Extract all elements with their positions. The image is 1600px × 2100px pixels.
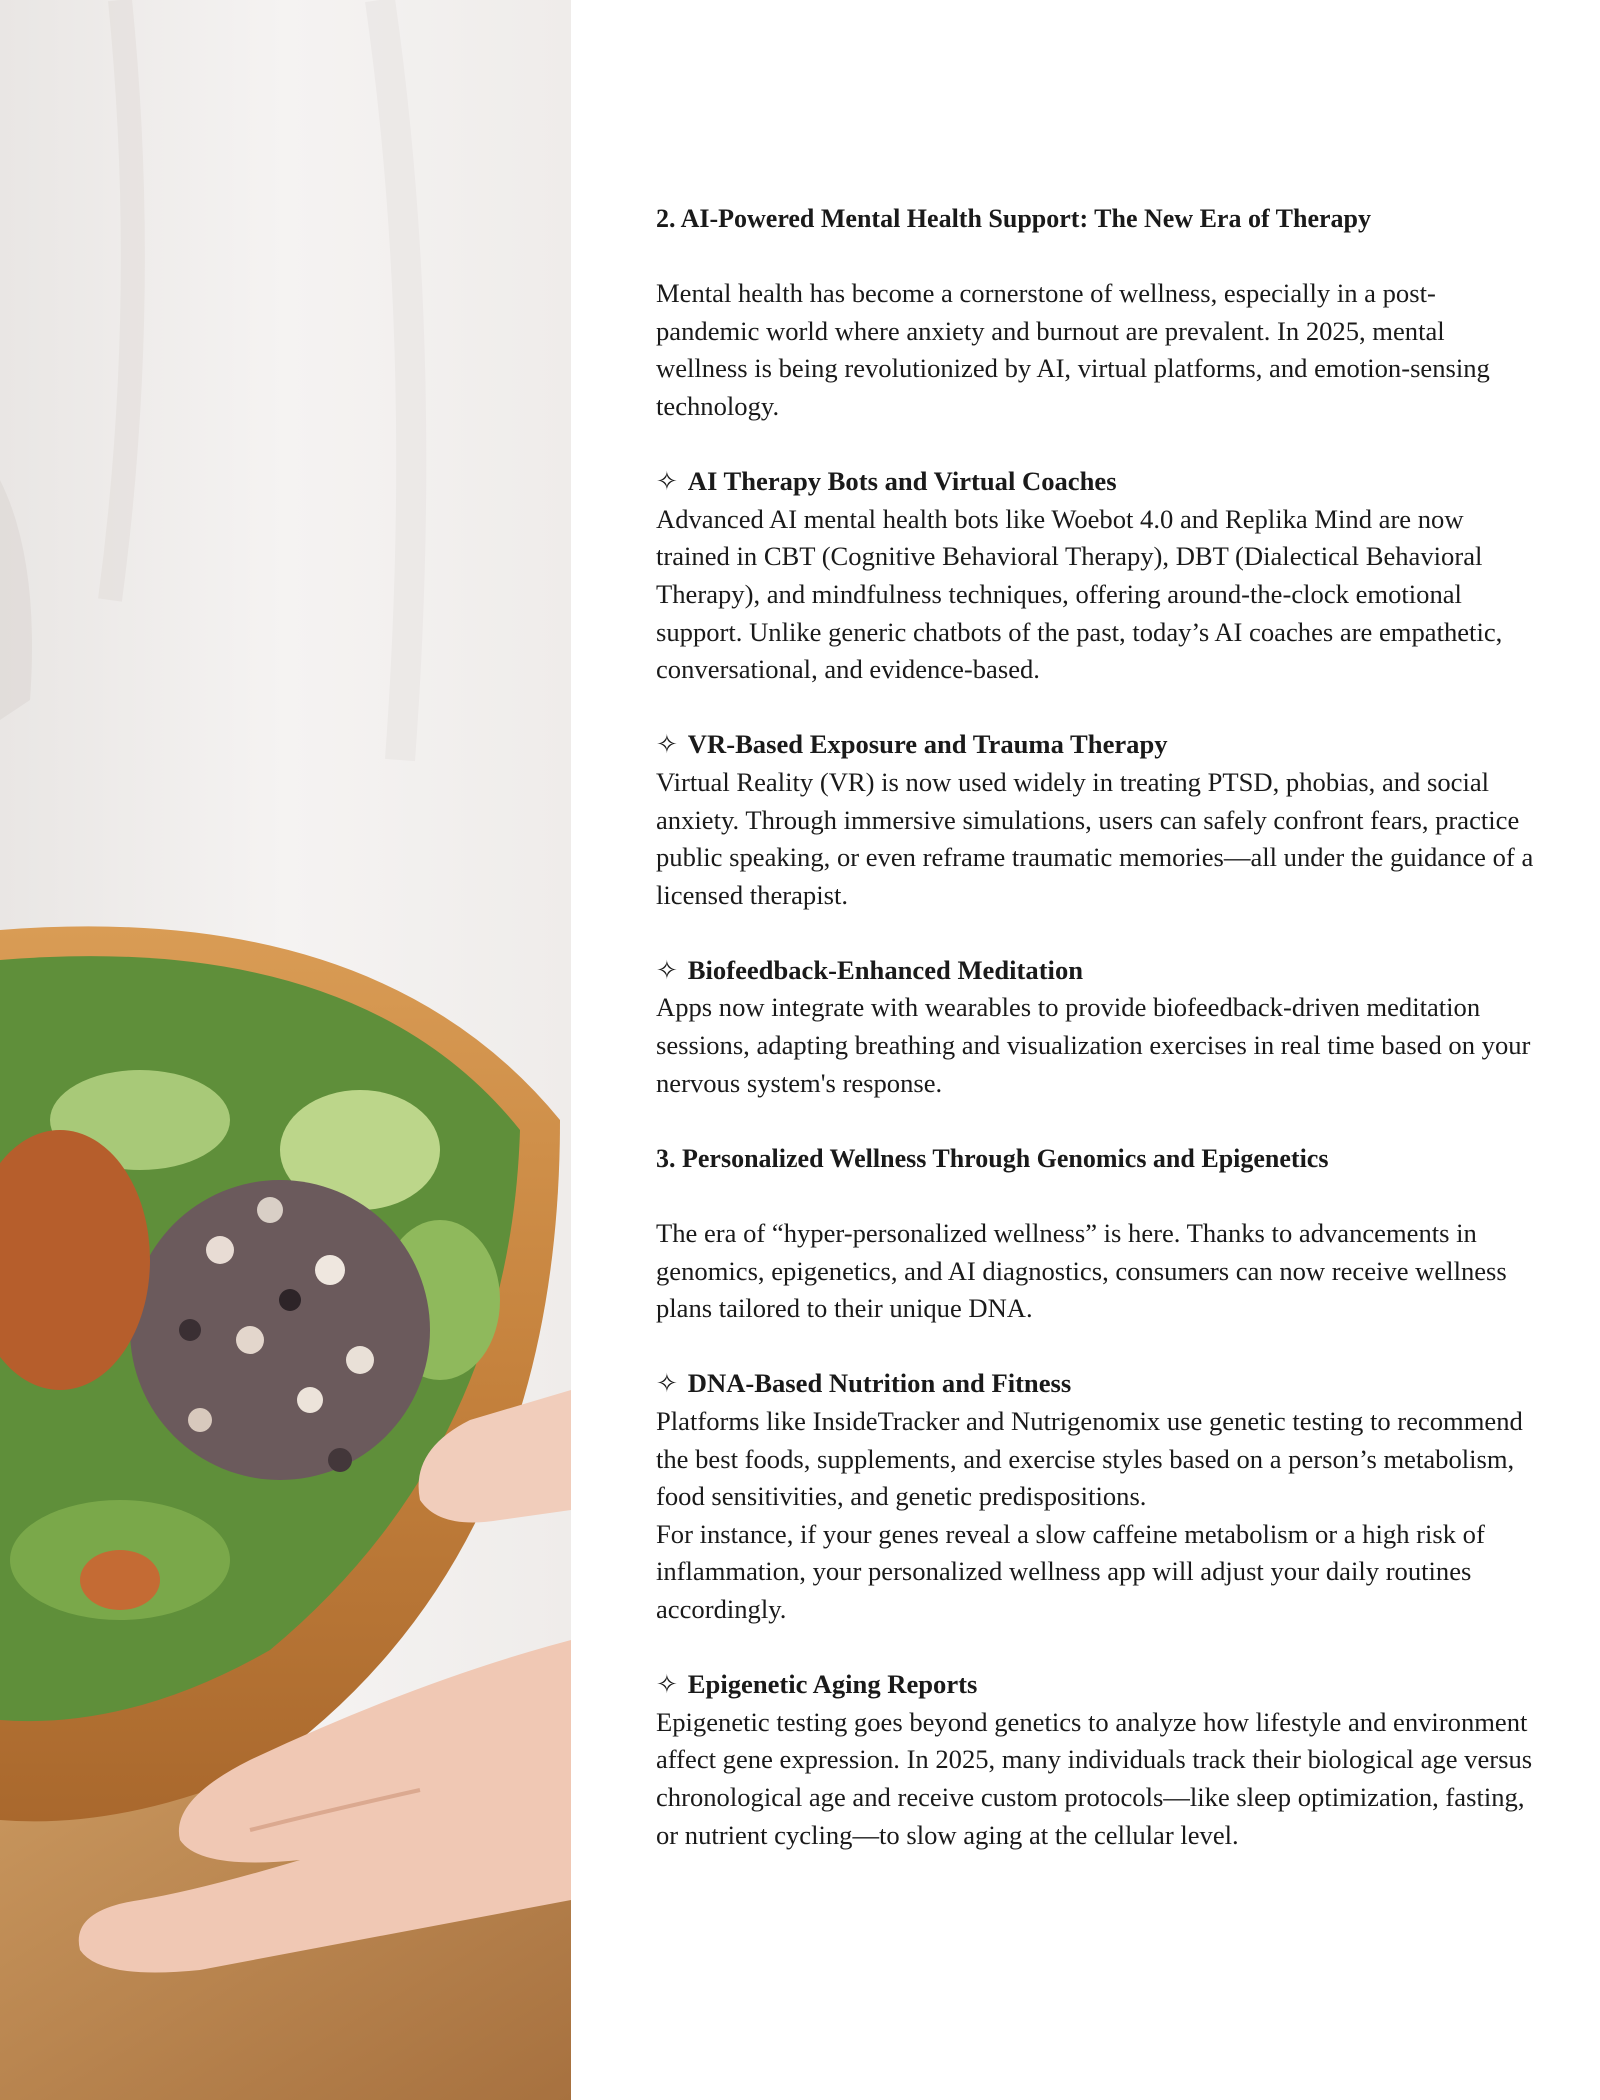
subsection-body: Platforms like InsideTracker and Nutrigenomix use genetic testing to recommend the best foods, supplements, and exercise styles based on a person’s metabolism, food sensitivities, and genetic predispositions. xyxy=(656,1406,1523,1512)
subsection-title xyxy=(656,726,1536,764)
article-body xyxy=(656,200,1536,1854)
subsection-title-text: VR-Based Exposure and Trauma Therapy xyxy=(687,729,1168,760)
subsection-title xyxy=(656,1365,1536,1403)
sparkle-icon: ✧ xyxy=(656,1369,678,1399)
sparkle-icon: ✧ xyxy=(656,1670,678,1700)
section-intro: The era of “hyper-personalized wellness” is here. Thanks to advancements in genomics, epigenetics, and AI diagnostics, consumers can now receive wellness plans tailored to their unique DNA. xyxy=(656,1218,1507,1324)
salad-bowl-illustration xyxy=(0,0,571,2100)
subsection-title-text: Biofeedback-Enhanced Meditation xyxy=(687,954,1084,985)
subsection-body-continued: For instance, if your genes reveal a slow caffeine metabolism or a high risk of inflammation, your personalized wellness app will adjust your daily routines accordingly. xyxy=(656,1518,1485,1624)
subsection-title xyxy=(656,1666,1536,1704)
subsection-title-text: DNA-Based Nutrition and Fitness xyxy=(687,1368,1072,1399)
subsection-title xyxy=(656,463,1536,501)
subsection-body: Advanced AI mental health bots like Woebot 4.0 and Replika Mind are now trained in CBT (Cognitive Behavioral Therapy), DBT (Dialectical Behavioral Therapy), and mindfulness techniques, offering around-the-clock emotional support. Unlike generic chatbots of the past, today’s AI coaches are empathetic, conversational, and evidence-based. xyxy=(656,503,1503,685)
subsection-title-text: Epigenetic Aging Reports xyxy=(687,1669,978,1700)
sparkle-icon: ✧ xyxy=(656,467,678,497)
section-intro: Mental health has become a cornerstone of wellness, especially in a post-pandemic world where anxiety and burnout are prevalent. In 2025, mental wellness is being revolutionized by AI, virtual platforms, and emotion-sensing technology. xyxy=(656,278,1490,421)
subsection-title xyxy=(656,952,1536,990)
sparkle-icon: ✧ xyxy=(656,955,678,985)
salad-bowl-photo xyxy=(0,0,571,2100)
section-heading: 2. AI-Powered Mental Health Support: The New Era of Therapy xyxy=(656,204,1371,233)
subsection-body: Epigenetic testing goes beyond genetics to analyze how lifestyle and environment affect gene expression. In 2025, many individuals track their biological age versus chronological age and receive custom protocols—like sleep optimization, fasting, or nutrient cycling—to slow aging at the cellular level. xyxy=(656,1706,1533,1850)
section-heading: 3. Personalized Wellness Through Genomics and Epigenetics xyxy=(656,1143,1329,1173)
subsection-body: Apps now integrate with wearables to provide biofeedback-driven meditation sessions, adapting breathing and visualization exercises in real time based on your nervous system's response. xyxy=(656,992,1531,1098)
subsection-title-text: AI Therapy Bots and Virtual Coaches xyxy=(687,466,1117,497)
sparkle-icon: ✧ xyxy=(656,730,678,760)
subsection-body: Virtual Reality (VR) is now used widely in treating PTSD, phobias, and social anxiety. Through immersive simulations, users can safely confront fears, practice public speaking, or even reframe traumatic memories—all under the guidance of a licensed therapist. xyxy=(656,766,1534,910)
